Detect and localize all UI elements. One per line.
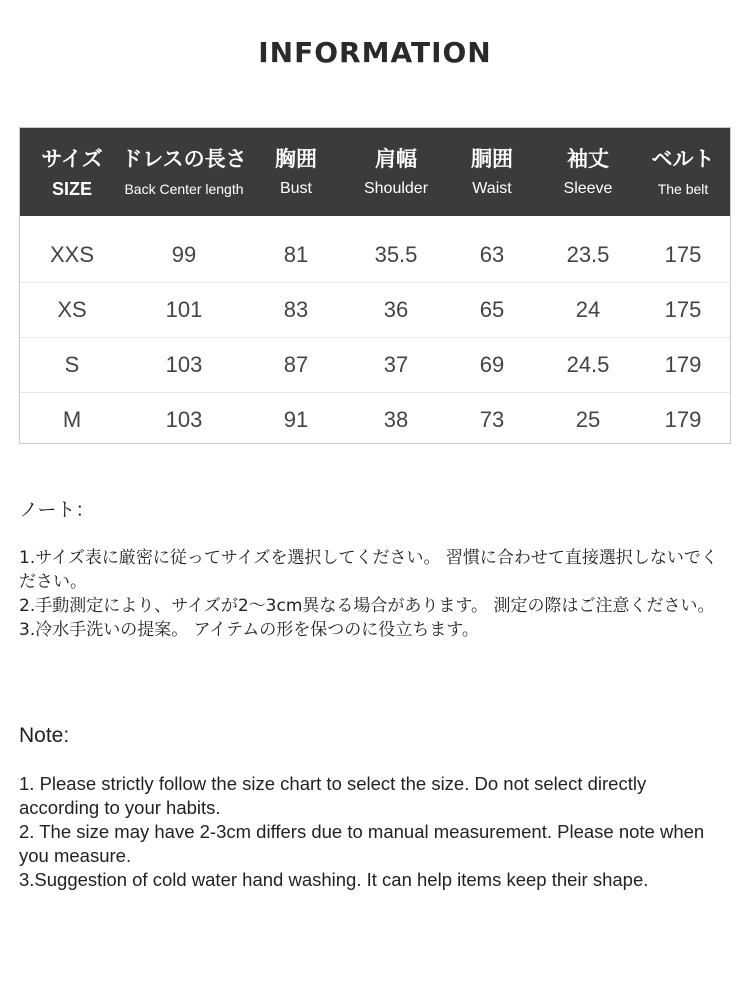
table-row	[20, 228, 730, 283]
header-bust	[244, 128, 348, 216]
table-cell: 179	[664, 407, 702, 432]
table-cell: 24	[575, 297, 601, 322]
size-chart-table	[19, 127, 731, 444]
table-cell: 69	[479, 352, 505, 377]
table-cell: 65	[479, 297, 505, 322]
header-en-label: Sleeve	[563, 180, 613, 197]
table-row	[20, 283, 730, 338]
header-belt	[636, 128, 730, 216]
header-en-label: Waist	[472, 180, 512, 197]
en-notes-heading: Note:	[19, 724, 70, 747]
jp-note-line: 2.手動測定により、サイズが2〜3cm異なる場合があります。 測定の際はご注意ください。	[19, 596, 715, 616]
header-size	[20, 128, 124, 216]
table-cell: 25	[575, 407, 601, 432]
table-cell: 99	[171, 242, 197, 267]
header-en-label: Back Center length	[124, 181, 244, 197]
jp-note-line: 1.サイズ表に厳密に従ってサイズを選択してください。 習慣に合わせて直接選択しないでください。	[19, 548, 718, 592]
table-cell: 73	[479, 407, 505, 432]
table-cell: 23.5	[566, 242, 610, 267]
header-jp-label: 肩幅	[375, 147, 417, 171]
table-header	[20, 128, 730, 216]
table-cell: 179	[664, 352, 702, 377]
table-cell: 103	[165, 407, 203, 432]
table-cell: 24.5	[566, 352, 610, 377]
table-cell: 63	[479, 242, 505, 267]
jp-notes	[19, 498, 731, 642]
table-cell: 37	[383, 352, 409, 377]
jp-notes-heading: ノート：	[19, 499, 95, 521]
header-jp-label: ベルト	[651, 147, 715, 171]
header-en-label: Shoulder	[363, 180, 429, 197]
table-row	[20, 338, 730, 393]
table-row	[20, 393, 730, 447]
header-jp-label: ドレスの長さ	[121, 147, 247, 171]
header-jp-label: サイズ	[41, 147, 103, 171]
jp-note-line: 3.冷水手洗いの提案。 アイテムの形を保つのに役立ちます。	[19, 620, 479, 640]
header-waist	[444, 128, 540, 216]
header-jp-label: 袖丈	[567, 147, 609, 171]
header-en-label: SIZE	[51, 179, 92, 199]
table-cell: 103	[165, 352, 203, 377]
en-note-line: 3.Suggestion of cold water hand washing. It can help items keep their shape.	[19, 869, 649, 890]
table-cell: 101	[165, 297, 203, 322]
table-cell: XXS	[49, 242, 95, 267]
page-title: INFORMATION	[258, 36, 492, 69]
header-length	[121, 128, 247, 216]
table-cell: 87	[283, 352, 309, 377]
table-cell: XS	[57, 297, 87, 322]
table-cell: 175	[664, 242, 702, 267]
header-shoulder	[348, 128, 444, 216]
table-cell: M	[62, 407, 82, 432]
header-en-label: Bust	[279, 180, 312, 197]
en-note-line: 2. The size may have 2-3cm differs due to manual measurement. Please note when you measure.	[19, 821, 705, 866]
header-sleeve	[540, 128, 636, 216]
header-en-label: The belt	[657, 181, 709, 197]
table-cell: 35.5	[374, 242, 418, 267]
table-cell: 36	[383, 297, 409, 322]
en-notes	[19, 724, 731, 892]
table-cell: 175	[664, 297, 702, 322]
table-cell: 91	[283, 407, 309, 432]
table-body	[20, 216, 730, 447]
table-cell: 81	[283, 242, 309, 267]
header-jp-label: 胸囲	[275, 147, 317, 171]
header-jp-label: 胴囲	[471, 147, 513, 171]
en-note-line: 1. Please strictly follow the size chart to select the size. Do not select directly according to your habits.	[19, 773, 647, 818]
table-cell: 83	[283, 297, 309, 322]
table-cell: S	[64, 352, 80, 377]
table-cell: 38	[383, 407, 409, 432]
